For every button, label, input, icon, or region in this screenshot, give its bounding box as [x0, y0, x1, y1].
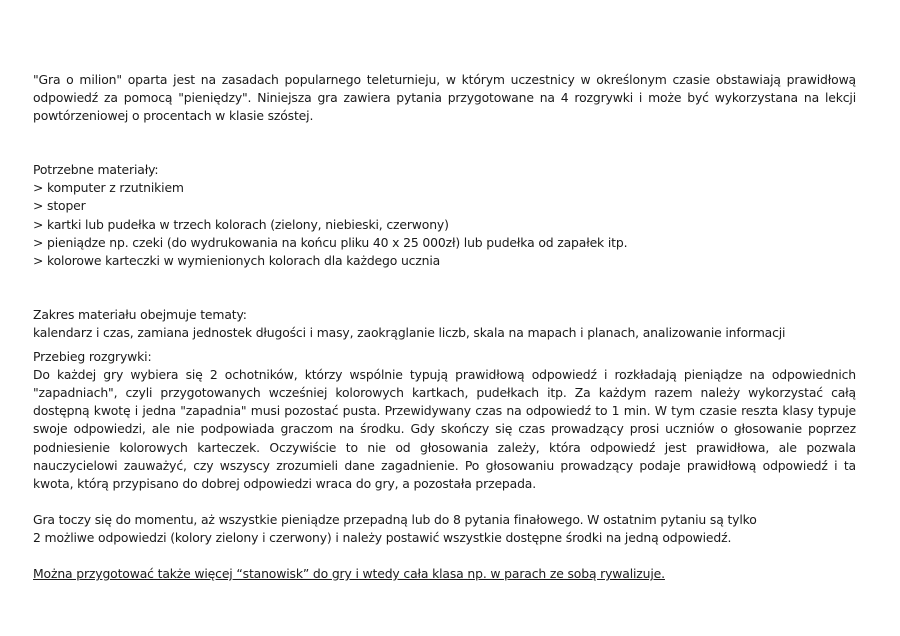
- scope-heading: Zakres materiału obejmuje tematy:: [33, 306, 247, 322]
- materials-item: > kolorowe karteczki w wymienionych kolorach dla każdego ucznia: [33, 252, 441, 268]
- materials-item: > kartki lub pudełka w trzech kolorach (zielony, niebieski, czerwony): [33, 216, 449, 232]
- spacer: [33, 547, 856, 565]
- materials-heading: Potrzebne materiały:: [33, 162, 159, 178]
- spacer: [33, 270, 856, 306]
- spacer: [33, 125, 856, 161]
- scope-section: [33, 306, 856, 342]
- intro-paragraph: "Gra o milion" oparta jest na zasadach popularnego teleturnieju, w którym uczestnicy w określonym czasie obstawiają prawidłową odpowiedź za pomocą "pieniędzy". Niniejsza gra zawiera pytania przygotowane na 4 rozgrywki i może być wykorzystana na lekcji powtórzeniowej o procentach w klasie szóstej.: [33, 72, 856, 124]
- gameplay-heading: Przebieg rozgrywki:: [33, 349, 152, 365]
- gameplay-text: Do każdej gry wybiera się 2 ochotników, którzy wspólnie typują prawidłową odpowiedź i rozkładają pieniądze na odpowiednich "zapadniach", czyli przygotowanych wcześniej kolorowych kartkach, pudełkach itp. Za każdym razem należy wykorzystać całą dostępną kwotę i jedna "zapadnia" musi pozostać pusta. Przewidywany czas na odpowiedź to 1 min. W tym czasie reszta klasy typuje swoje odpowiedzi, ale nie podpowiada graczom na środku. Gdy skończy się czas prowadzący prosi uczniów o głosowanie poprzez podniesienie kolorowych karteczek. Oczywiście to nie od głosowania zależy, która odpowiedź jest prawidłowa, ale pozwala nauczycielowi zauważyć, czy wszyscy zrozumieli dane zagadnienie. Po głosowaniu prowadzący podaje prawidłową odpowiedź i ta kwota, którą przypisano do dobrej odpowiedzi wraca do gry, a pozostała przepada.: [33, 367, 856, 491]
- continuation-section: [33, 511, 856, 547]
- materials-item: > pieniądze np. czeki (do wydrukowania na końcu pliku 40 x 25 000zł) lub pudełka od zapałek itp.: [33, 234, 628, 250]
- gameplay-section: [33, 348, 856, 493]
- continuation-line: 2 możliwe odpowiedzi (kolory zielony i czerwony) i należy postawić wszystkie dostępne środki na jedną odpowiedź.: [33, 529, 732, 545]
- continuation-line: Gra toczy się do momentu, aż wszystkie pieniądze przepadną lub do 8 pytania finałowego. W ostatnim pytaniu są tylko: [33, 511, 757, 527]
- materials-section: [33, 161, 856, 270]
- materials-item: > komputer z rzutnikiem: [33, 180, 184, 196]
- note-text: Można przygotować także więcej “stanowisk” do gry i wtedy cała klasa np. w parach ze sobą rywalizuje.: [33, 565, 665, 581]
- materials-item: > stoper: [33, 198, 86, 214]
- spacer: [33, 493, 856, 511]
- scope-text: kalendarz i czas, zamiana jednostek długości i masy, zaokrąglanie liczb, skala na mapach i planach, analizowanie informacji: [33, 324, 786, 340]
- document-page: [33, 71, 856, 583]
